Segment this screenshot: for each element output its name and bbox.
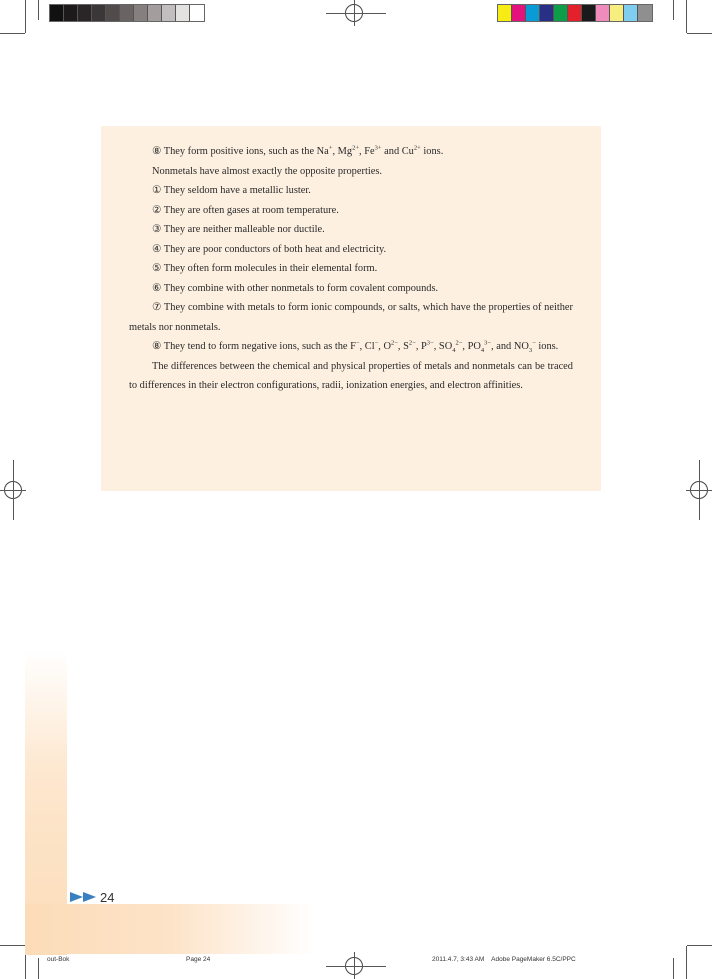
- crop-mark: [38, 0, 39, 20]
- crop-mark: [0, 945, 25, 946]
- color-swatch: [190, 5, 204, 21]
- color-swatch: [92, 5, 106, 21]
- nonmetal-property-1: ① They seldom have a metallic luster.: [152, 185, 311, 196]
- color-swatch: [162, 5, 176, 21]
- bottom-gradient-strip: [25, 904, 315, 954]
- summary-paragraph: The differences between the chemical and physical properties of metals and nonmetals can be traced to differences in their electron configurations, radii, ionization energies, and electron affinities.: [129, 360, 573, 391]
- crop-mark: [326, 13, 386, 14]
- color-swatch: [582, 5, 596, 21]
- cmyk-color-bar: [497, 4, 653, 22]
- nonmetal-property-6: ⑥ They combine with other nonmetals to form covalent compounds.: [152, 282, 439, 294]
- slug-page: Page 24: [186, 956, 211, 963]
- color-swatch: [624, 5, 638, 21]
- slug-file: out-Bok: [47, 956, 70, 963]
- crop-mark: [686, 0, 687, 33]
- color-swatch: [526, 5, 540, 21]
- color-swatch: [64, 5, 78, 21]
- body-text: [129, 142, 573, 396]
- nonmetal-property-3: ③ They are neither malleable nor ductile.: [152, 224, 325, 235]
- color-swatch: [638, 5, 652, 21]
- color-swatch: [568, 5, 582, 21]
- nonmetal-property-4: ④ They are poor conductors of both heat and electricity.: [152, 243, 387, 255]
- crop-mark: [0, 490, 26, 491]
- page-number: 24: [100, 889, 115, 905]
- nonmetal-property-7: ⑦ They combine with metals to form ionic compounds, or salts, which have the properties of neither metals nor nonmetals.: [129, 302, 573, 333]
- color-swatch: [498, 5, 512, 21]
- color-swatch: [78, 5, 92, 21]
- crop-mark: [0, 33, 25, 34]
- crop-mark: [687, 33, 712, 34]
- color-swatch: [134, 5, 148, 21]
- crop-mark: [25, 0, 26, 33]
- color-swatch: [120, 5, 134, 21]
- nonmetal-property-2: ② They are often gases at room temperature.: [152, 204, 339, 216]
- crop-mark: [686, 490, 712, 491]
- color-swatch: [554, 5, 568, 21]
- nonmetal-property-8: ⑧ They tend to form negative ions, such as the F−, Cl−, $O^{2-}$, $S^{2-}$, $P^{3-}$, $SO_4^{2-}$, $PO_4^{3-}$, and $NO_3^-$ ions.: [152, 339, 559, 355]
- color-swatch: [106, 5, 120, 21]
- crop-mark: [673, 958, 674, 979]
- color-swatch: [176, 5, 190, 21]
- color-swatch: [50, 5, 64, 21]
- color-swatch: [540, 5, 554, 21]
- gray-color-bar: [49, 4, 205, 22]
- crop-mark: [673, 0, 674, 20]
- crop-mark: [38, 958, 39, 979]
- slug-info: 2011.4.7, 3:43 AM Adobe PageMaker 6.5C/PPC: [432, 956, 576, 963]
- color-swatch: [596, 5, 610, 21]
- color-swatch: [148, 5, 162, 21]
- crop-mark: [686, 946, 687, 979]
- crop-mark: [687, 945, 712, 946]
- nonmetal-property-5: ⑤ They often form molecules in their elemental form.: [152, 263, 378, 274]
- metal-property-8: ⑧ They form positive ions, such as the Na+, $Mg^{2+}$, $Fe^{3+}$ and $Cu^{2+}$ ions.: [152, 144, 444, 157]
- double-arrow-icon: [70, 891, 98, 903]
- page-number-area: [70, 889, 114, 905]
- crop-mark: [326, 966, 386, 967]
- color-swatch: [610, 5, 624, 21]
- color-swatch: [512, 5, 526, 21]
- nonmetals-intro: Nonmetals have almost exactly the opposite properties.: [152, 165, 382, 177]
